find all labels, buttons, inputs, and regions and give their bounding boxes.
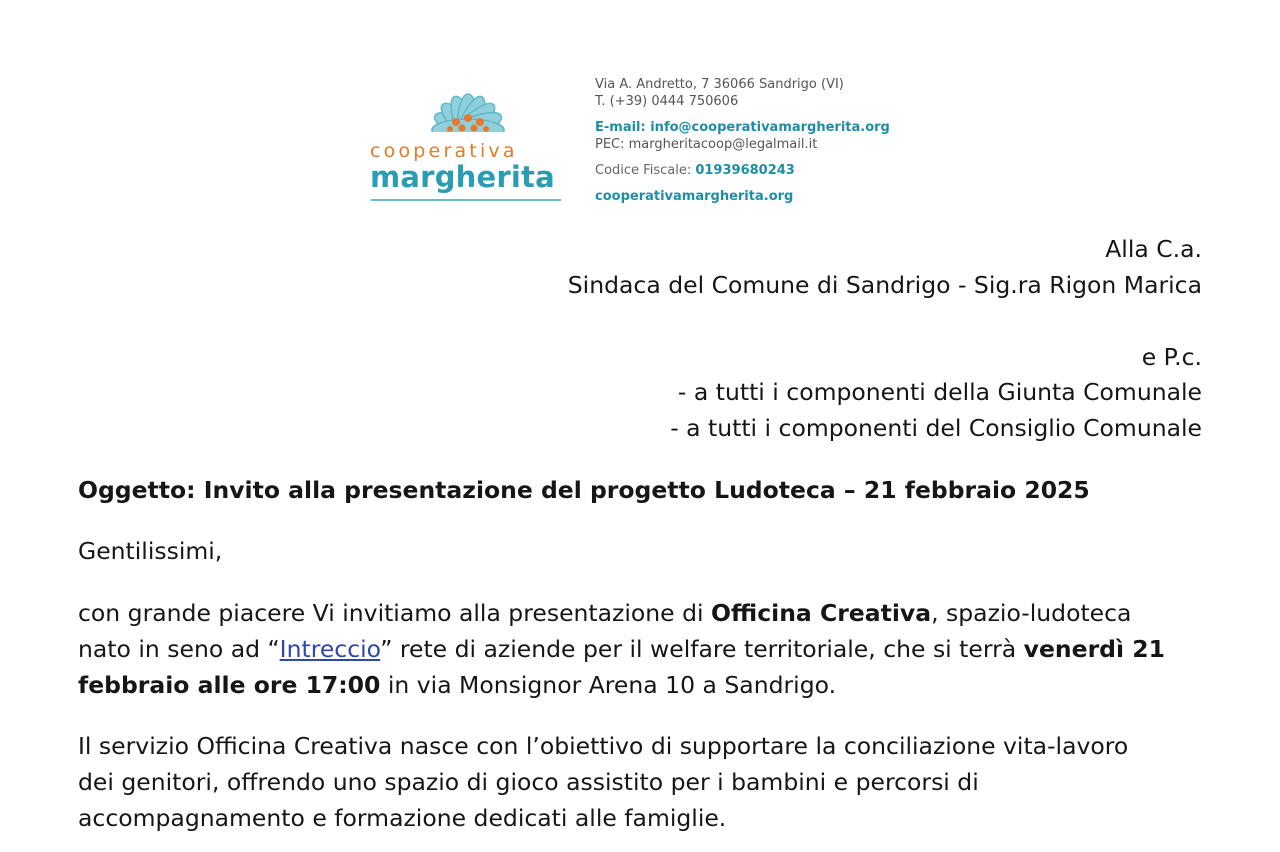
fiscal-code-label: Codice Fiscale: xyxy=(595,163,692,178)
text-run: , spazio-ludoteca xyxy=(931,599,1132,627)
logo-wordmark-top: cooperativa xyxy=(370,140,518,162)
phone-line: T. (+39) 0444 750606 xyxy=(595,94,739,109)
text-run: ” rete di aziende per il welfare territoriale, che si terrà xyxy=(380,635,1024,663)
email-line[interactable]: E-mail: info@cooperativamargherita.org xyxy=(595,120,890,135)
logo-underline xyxy=(371,199,561,201)
fiscal-code-value: 01939680243 xyxy=(695,163,795,178)
cc-label: e P.c. xyxy=(1141,343,1202,371)
text-run: in via Monsignor Arena 10 a Sandrigo. xyxy=(380,671,837,699)
paragraph2-line3: accompagnamento e formazione dedicati alle famiglie. xyxy=(78,804,727,832)
intreccio-link[interactable]: Intreccio xyxy=(279,635,381,663)
paragraph1-line1 xyxy=(78,595,1131,631)
mayor-line: Sindaca del Comune di Sandrigo - Sig.ra Rigon Marica xyxy=(567,271,1202,299)
cc-giunta-line: - a tutti i componenti della Giunta Comunale xyxy=(677,378,1202,406)
fiscal-code-line xyxy=(595,162,935,179)
pec-line: PEC: margheritacoop@legalmail.it xyxy=(595,137,818,152)
paragraph2-line2: dei genitori, offrendo uno spazio di gioco assistito per i bambini e percorsi di xyxy=(78,768,979,796)
cooperative-logo xyxy=(368,60,568,205)
attention-line: Alla C.a. xyxy=(1105,235,1202,263)
address-line: Via A. Andretto, 7 36066 Sandrigo (VI) xyxy=(595,77,844,92)
paragraph1-line2 xyxy=(78,631,1165,667)
event-date: venerdì 21 xyxy=(1023,635,1165,663)
logo-wordmark-bottom: margherita xyxy=(370,160,555,194)
paragraph2-line1: Il servizio Officina Creativa nasce con l’obiettivo di supportare la conciliazione vita-lavoro xyxy=(78,732,1129,760)
project-name: Officina Creativa xyxy=(711,599,932,627)
cc-consiglio-line: - a tutti i componenti del Consiglio Comunale xyxy=(670,414,1202,442)
event-time: febbraio alle ore 17:00 xyxy=(78,671,381,699)
paragraph1-line3 xyxy=(78,667,836,703)
greeting: Gentilissimi, xyxy=(78,537,223,565)
text-run: con grande piacere Vi invitiamo alla presentazione di xyxy=(78,599,712,627)
subject-line: Oggetto: Invito alla presentazione del progetto Ludoteca – 21 febbraio 2025 xyxy=(78,476,1090,504)
daisy-logo-icon xyxy=(390,60,546,142)
website-link[interactable]: cooperativamargherita.org xyxy=(595,189,794,204)
letterhead xyxy=(368,60,928,210)
text-run: nato in seno ad “ xyxy=(78,635,280,663)
contact-block xyxy=(595,76,935,205)
